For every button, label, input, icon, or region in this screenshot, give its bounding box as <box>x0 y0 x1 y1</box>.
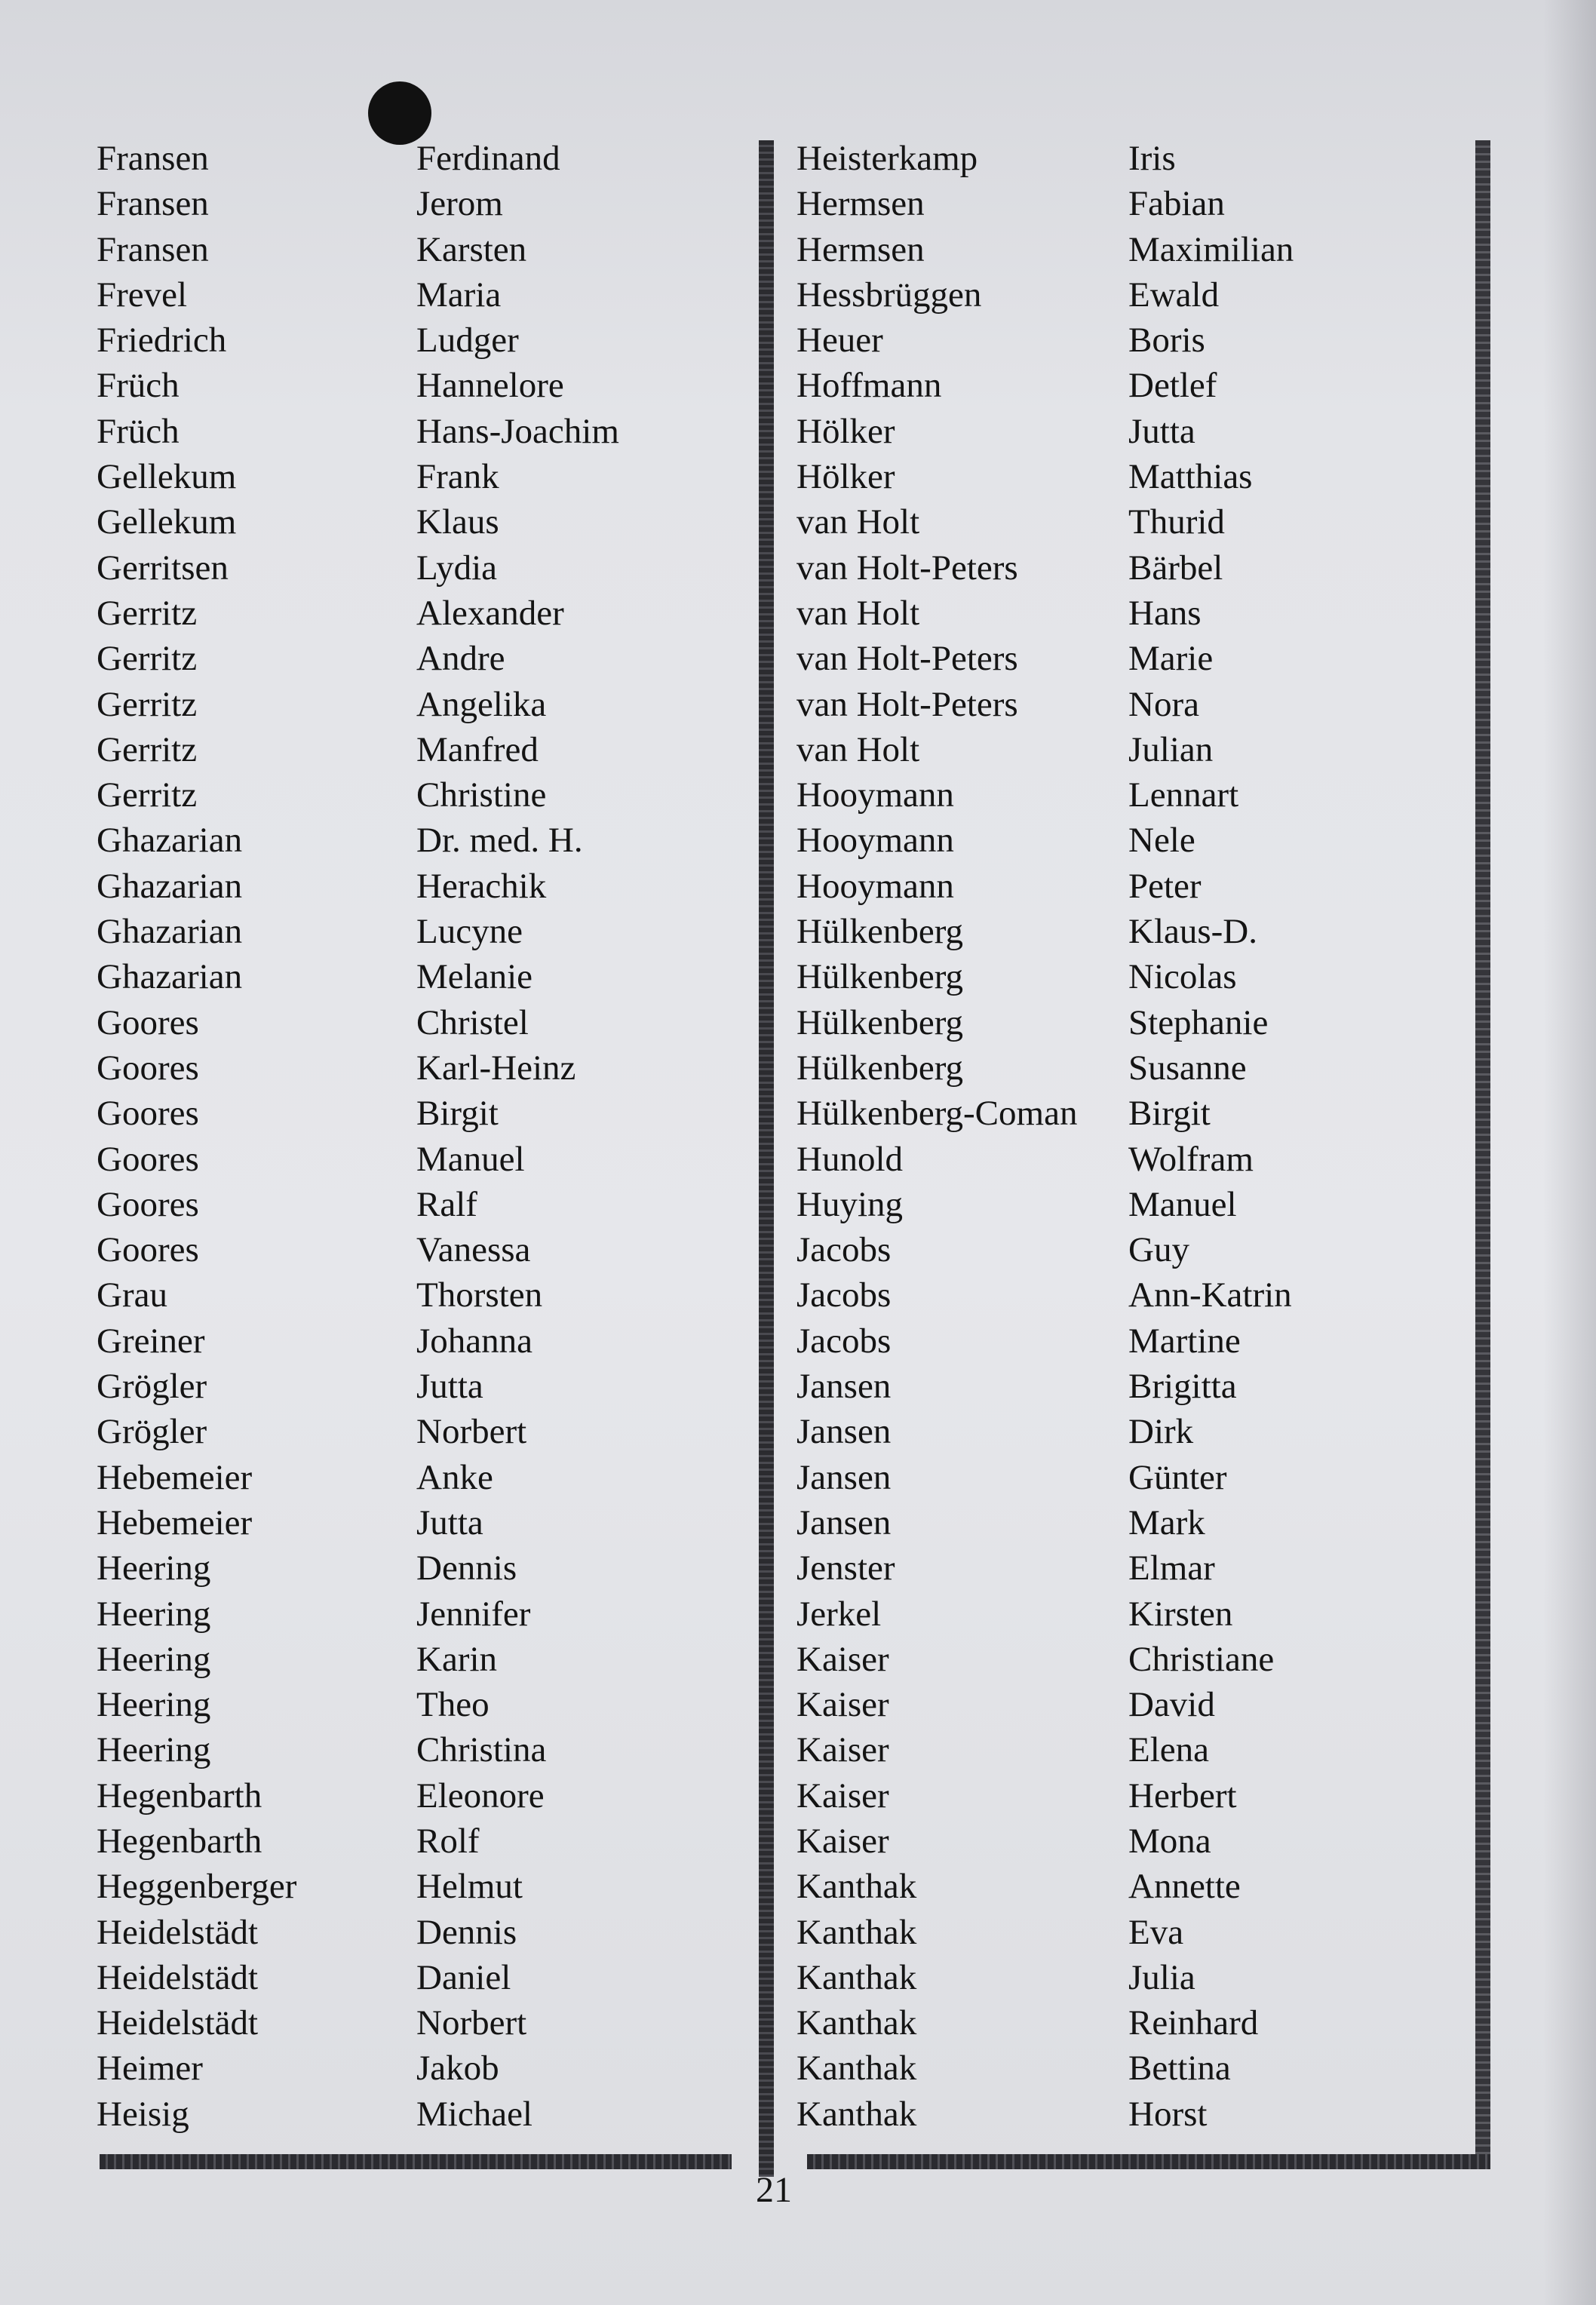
right-border-bar <box>1475 140 1490 2166</box>
firstname-entry: Kirsten <box>1128 1594 1233 1634</box>
surname-entry: Kanthak <box>796 2094 917 2134</box>
firstname-entry: Jutta <box>1128 411 1195 451</box>
firstname-entry: Nicolas <box>1128 957 1237 997</box>
surname-entry: Kanthak <box>796 2049 917 2089</box>
firstname-entry: Ann-Katrin <box>1128 1275 1292 1315</box>
firstname-entry: Maria <box>416 275 502 315</box>
surname-entry: Heisterkamp <box>796 139 978 178</box>
surname-entry: Goores <box>97 1184 199 1224</box>
firstname-entry: Annette <box>1128 1867 1241 1907</box>
surname-entry: Kanthak <box>796 2003 917 2043</box>
surname-entry: Goores <box>97 1139 199 1179</box>
surname-entry: Friedrich <box>97 321 227 361</box>
surname-entry: Heidelstädt <box>97 1957 259 1997</box>
surname-entry: Goores <box>97 1230 199 1270</box>
surname-entry: Gerritz <box>97 639 198 679</box>
surname-entry: Hegenbarth <box>97 1821 262 1861</box>
surname-entry: Grögler <box>97 1412 207 1452</box>
surname-entry: Goores <box>97 1048 199 1088</box>
surname-entry: Hermsen <box>796 229 925 269</box>
firstname-entry: Eleonore <box>416 1776 545 1815</box>
surname-entry: Jacobs <box>796 1321 892 1361</box>
left-firstname-column <box>416 136 619 2137</box>
firstname-entry: Manfred <box>416 729 539 769</box>
firstname-entry: Dr. med. H. <box>416 821 583 861</box>
column-divider-bar <box>759 140 774 2177</box>
firstname-entry: Angelika <box>416 684 547 724</box>
firstname-entry: Marie <box>1128 639 1214 679</box>
surname-entry: Hülkenberg-Coman <box>796 1094 1078 1134</box>
firstname-entry: Fabian <box>1128 184 1225 224</box>
firstname-entry: Karl-Heinz <box>416 1048 576 1088</box>
surname-entry: Ghazarian <box>97 912 243 952</box>
surname-entry: Hunold <box>796 1139 903 1179</box>
surname-entry: Hebemeier <box>97 1502 253 1542</box>
surname-entry: Jenster <box>796 1548 895 1588</box>
surname-entry: van Holt <box>796 593 920 633</box>
firstname-entry: Christina <box>416 1730 547 1770</box>
firstname-entry: Herbert <box>1128 1776 1237 1815</box>
firstname-entry: Norbert <box>416 2003 527 2043</box>
surname-entry: Kaiser <box>796 1776 889 1815</box>
surname-entry: Heering <box>97 1548 211 1588</box>
firstname-entry: Stephanie <box>1128 1002 1269 1042</box>
right-surname-column <box>796 136 1077 2137</box>
surname-entry: Ghazarian <box>97 821 243 861</box>
bottom-border-bar-right <box>807 2154 1490 2169</box>
firstname-entry: Christine <box>416 775 547 815</box>
surname-entry: Fransen <box>97 229 209 269</box>
firstname-entry: Dennis <box>416 1548 517 1588</box>
firstname-entry: Lydia <box>416 548 498 588</box>
firstname-entry: Bärbel <box>1128 548 1223 588</box>
firstname-entry: Brigitta <box>1128 1367 1237 1407</box>
firstname-entry: Günter <box>1128 1457 1227 1497</box>
surname-entry: Heggenberger <box>97 1867 297 1907</box>
firstname-entry: Jutta <box>416 1502 483 1542</box>
surname-entry: Hegenbarth <box>97 1776 262 1815</box>
firstname-entry: Peter <box>1128 866 1202 906</box>
surname-entry: Heering <box>97 1730 211 1770</box>
surname-entry: Jansen <box>796 1367 892 1407</box>
firstname-entry: Jennifer <box>416 1594 531 1634</box>
firstname-entry: Boris <box>1128 321 1205 361</box>
surname-entry: Früch <box>97 366 180 406</box>
firstname-entry: Helmut <box>416 1867 523 1907</box>
firstname-entry: Ewald <box>1128 275 1220 315</box>
firstname-entry: Norbert <box>416 1412 527 1452</box>
surname-entry: Kanthak <box>796 1912 917 1952</box>
firstname-entry: Theo <box>416 1685 490 1725</box>
surname-entry: Hülkenberg <box>796 912 964 952</box>
surname-entry: Kanthak <box>796 1957 917 1997</box>
firstname-entry: Matthias <box>1128 457 1253 497</box>
firstname-entry: Susanne <box>1128 1048 1247 1088</box>
surname-entry: Greiner <box>97 1321 205 1361</box>
surname-entry: Heering <box>97 1639 211 1679</box>
surname-entry: van Holt-Peters <box>796 548 1018 588</box>
surname-entry: Kaiser <box>796 1685 889 1725</box>
firstname-entry: Horst <box>1128 2094 1208 2134</box>
firstname-entry: Nele <box>1128 821 1195 861</box>
surname-entry: Hooymann <box>796 821 954 861</box>
surname-entry: Frevel <box>97 275 188 315</box>
firstname-entry: Julia <box>1128 1957 1195 1997</box>
firstname-entry: Thorsten <box>416 1275 543 1315</box>
firstname-entry: Thurid <box>1128 502 1225 542</box>
surname-entry: Jansen <box>796 1457 892 1497</box>
firstname-entry: Herachik <box>416 866 547 906</box>
firstname-entry: Lennart <box>1128 775 1239 815</box>
firstname-entry: Martine <box>1128 1321 1241 1361</box>
firstname-entry: Michael <box>416 2094 533 2134</box>
surname-entry: Gerritz <box>97 775 198 815</box>
surname-entry: Hooymann <box>796 866 954 906</box>
firstname-entry: Karsten <box>416 229 527 269</box>
surname-entry: Gerritz <box>97 593 198 633</box>
surname-entry: Kaiser <box>796 1639 889 1679</box>
surname-entry: Jansen <box>796 1412 892 1452</box>
firstname-entry: Vanessa <box>416 1230 531 1270</box>
surname-entry: Jacobs <box>796 1230 892 1270</box>
surname-entry: Gerritz <box>97 729 198 769</box>
surname-entry: Hessbrüggen <box>796 275 982 315</box>
surname-entry: Kanthak <box>796 1867 917 1907</box>
firstname-entry: Christel <box>416 1002 529 1042</box>
firstname-entry: Anke <box>416 1457 493 1497</box>
surname-entry: Gerritz <box>97 684 198 724</box>
surname-entry: Hölker <box>796 457 895 497</box>
firstname-entry: Ferdinand <box>416 139 560 178</box>
firstname-entry: Nora <box>1128 684 1199 724</box>
surname-entry: Heuer <box>796 321 883 361</box>
firstname-entry: Frank <box>416 457 499 497</box>
surname-entry: Ghazarian <box>97 866 243 906</box>
right-firstname-column <box>1128 136 1294 2137</box>
firstname-entry: Reinhard <box>1128 2003 1259 2043</box>
firstname-entry: Wolfram <box>1128 1139 1254 1179</box>
surname-entry: Gellekum <box>97 502 237 542</box>
surname-entry: van Holt <box>796 502 920 542</box>
firstname-entry: Hans <box>1128 593 1202 633</box>
firstname-entry: Manuel <box>416 1139 525 1179</box>
firstname-entry: Birgit <box>416 1094 499 1134</box>
firstname-entry: Guy <box>1128 1230 1189 1270</box>
surname-entry: Hermsen <box>796 184 925 224</box>
firstname-entry: Karin <box>416 1639 498 1679</box>
surname-entry: Früch <box>97 411 180 451</box>
surname-entry: Grau <box>97 1275 167 1315</box>
firstname-entry: Dirk <box>1128 1412 1194 1452</box>
surname-entry: Heidelstädt <box>97 2003 259 2043</box>
firstname-entry: Klaus-D. <box>1128 912 1257 952</box>
firstname-entry: Hans-Joachim <box>416 411 619 451</box>
firstname-entry: Bettina <box>1128 2049 1231 2089</box>
firstname-entry: Rolf <box>416 1821 480 1861</box>
surname-entry: van Holt-Peters <box>796 639 1018 679</box>
surname-entry: van Holt <box>796 729 920 769</box>
firstname-entry: Klaus <box>416 502 499 542</box>
surname-entry: Hülkenberg <box>796 1048 964 1088</box>
surname-entry: Goores <box>97 1094 199 1134</box>
surname-entry: Fransen <box>97 184 209 224</box>
surname-entry: Kaiser <box>796 1730 889 1770</box>
surname-entry: Gerritsen <box>97 548 229 588</box>
surname-entry: Fransen <box>97 139 209 178</box>
firstname-entry: Eva <box>1128 1912 1184 1952</box>
firstname-entry: Iris <box>1128 139 1176 178</box>
firstname-entry: Manuel <box>1128 1184 1237 1224</box>
firstname-entry: Jutta <box>416 1367 483 1407</box>
surname-entry: Kaiser <box>796 1821 889 1861</box>
surname-entry: Hooymann <box>796 775 954 815</box>
surname-entry: Gellekum <box>97 457 237 497</box>
surname-entry: Heering <box>97 1685 211 1725</box>
surname-entry: Jerkel <box>796 1594 882 1634</box>
firstname-entry: Mona <box>1128 1821 1211 1861</box>
surname-entry: Hoffmann <box>796 366 942 406</box>
firstname-entry: Lucyne <box>416 912 523 952</box>
surname-entry: Goores <box>97 1002 199 1042</box>
firstname-entry: Maximilian <box>1128 229 1294 269</box>
firstname-entry: Melanie <box>416 957 533 997</box>
surname-entry: Hülkenberg <box>796 957 964 997</box>
firstname-entry: Mark <box>1128 1502 1205 1542</box>
firstname-entry: Alexander <box>416 593 564 633</box>
surname-entry: Heisig <box>97 2094 189 2134</box>
firstname-entry: Andre <box>416 639 505 679</box>
firstname-entry: Elena <box>1128 1730 1209 1770</box>
left-surname-column <box>97 136 296 2137</box>
firstname-entry: Dennis <box>416 1912 517 1952</box>
firstname-entry: Birgit <box>1128 1094 1211 1134</box>
firstname-entry: Daniel <box>416 1957 511 1997</box>
surname-entry: Heimer <box>97 2049 203 2089</box>
surname-entry: Heidelstädt <box>97 1912 259 1952</box>
firstname-entry: Jakob <box>416 2049 499 2089</box>
surname-entry: Huying <box>796 1184 903 1224</box>
firstname-entry: Hannelore <box>416 366 564 406</box>
surname-entry: Hölker <box>796 411 895 451</box>
firstname-entry: Julian <box>1128 729 1214 769</box>
firstname-entry: Johanna <box>416 1321 533 1361</box>
surname-entry: Jacobs <box>796 1275 892 1315</box>
page-shadow <box>1543 0 1596 2305</box>
surname-entry: van Holt-Peters <box>796 684 1018 724</box>
firstname-entry: Ludger <box>416 321 519 361</box>
surname-entry: Hebemeier <box>97 1457 253 1497</box>
bottom-border-bar-left <box>100 2154 732 2169</box>
page-number: 21 <box>756 2170 792 2210</box>
firstname-entry: Detlef <box>1128 366 1217 406</box>
surname-entry: Grögler <box>97 1367 207 1407</box>
firstname-entry: Jerom <box>416 184 503 224</box>
firstname-entry: David <box>1128 1685 1215 1725</box>
firstname-entry: Ralf <box>416 1184 477 1224</box>
firstname-entry: Elmar <box>1128 1548 1215 1588</box>
surname-entry: Heering <box>97 1594 211 1634</box>
surname-entry: Jansen <box>796 1502 892 1542</box>
surname-entry: Ghazarian <box>97 957 243 997</box>
surname-entry: Hülkenberg <box>796 1002 964 1042</box>
firstname-entry: Christiane <box>1128 1639 1275 1679</box>
